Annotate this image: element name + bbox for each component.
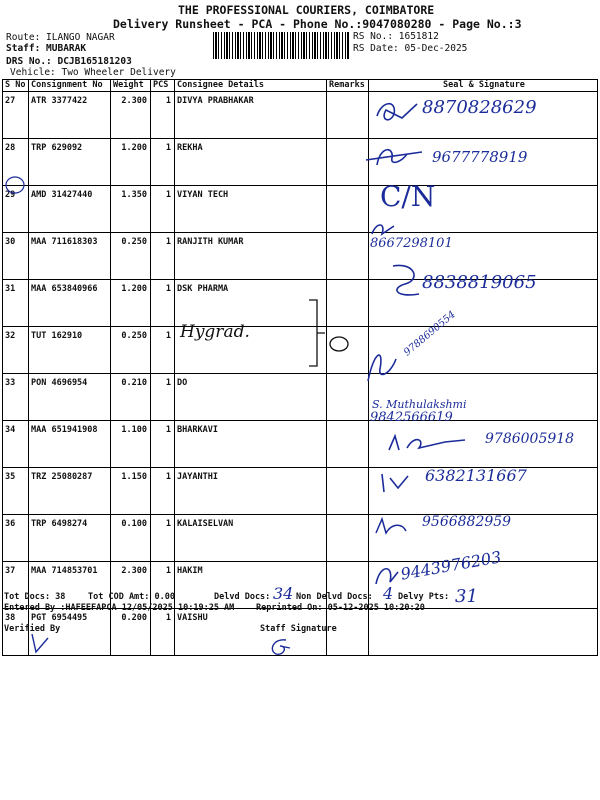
runsheet-subtitle: Delivery Runsheet - PCA - Phone No.:9047080280 - Page No.:3 [113,17,522,31]
cell-consignment: AMD 31427440 [29,186,111,233]
hand-phone-33: 9788690554 [402,309,458,359]
cell-consignment: ATR 3377422 [29,92,111,139]
cell-sno: 31 [3,280,29,327]
cell-weight: 2.300 [111,562,151,609]
cell-sno: 34 [3,421,29,468]
cell-pcs: 1 [151,421,175,468]
cell-sno: 37 [3,562,29,609]
cell-weight: 1.350 [111,186,151,233]
cell-pcs: 1 [151,92,175,139]
hand-phone-30: 8667298101 [370,236,453,251]
cell-consignment: TUT 162910 [29,327,111,374]
cell-consignee: DIVYA PRABHAKAR [175,92,327,139]
tot-cod-amt: Tot COD Amt: 0.00 [88,592,175,602]
hand-phone-35: 9786005918 [485,431,575,447]
cell-consignee: BHARKAVI [175,421,327,468]
cell-sno: 36 [3,515,29,562]
cell-consignment: TRP 6498274 [29,515,111,562]
hand-hygrad: Hygrad. [180,322,250,342]
cell-pcs: 1 [151,609,175,656]
cell-sno: 32 [3,327,29,374]
cell-weight: 1.200 [111,280,151,327]
cell-pcs: 1 [151,374,175,421]
cell-pcs: 1 [151,327,175,374]
cell-weight: 0.250 [111,233,151,280]
cell-sno: 33 [3,374,29,421]
hand-phone-34: 9842566619 [370,410,453,425]
cell-pcs: 1 [151,139,175,186]
cell-weight: 0.210 [111,374,151,421]
cell-consignment: PON 4696954 [29,374,111,421]
barcode [213,32,349,59]
hand-name-34: S. Muthulakshmi [372,398,467,411]
route-label: Route: ILANGO NAGAR [6,32,115,43]
hand-phone-36: 6382131667 [425,466,527,485]
cell-consignee: JAYANTHI [175,468,327,515]
cell-remarks [327,233,369,280]
non-delvd-docs: Non Delvd Docs: [296,592,373,602]
cell-consignment: TRP 629092 [29,139,111,186]
col-weight: Weight [111,80,151,92]
hand-phone-38: 9443976203 [399,547,503,584]
staff-signature-label: Staff Signature [260,624,337,634]
cell-consignment: MAA 653840966 [29,280,111,327]
cell-remarks [327,186,369,233]
hand-delvd-count: 34 [273,584,294,603]
cell-weight: 1.100 [111,421,151,468]
cell-remarks [327,515,369,562]
cell-sno: 30 [3,233,29,280]
hand-phone-37: 9566882959 [422,514,512,530]
signature-37 [372,515,412,539]
cell-weight: 1.200 [111,139,151,186]
cell-sno: 29 [3,186,29,233]
cell-weight: 0.100 [111,515,151,562]
cell-weight: 0.250 [111,327,151,374]
cell-consignment: MAA 711618303 [29,233,111,280]
hand-delvy-pts: 31 [455,586,478,607]
cell-pcs: 1 [151,186,175,233]
table-row [3,327,598,374]
entered-by: Entered By :HAFEEFAPCA 12/05/2025 10:19:25 AM [4,603,235,613]
drs-number: DRS No.: DCJB165181203 [6,56,132,67]
signature-33 [362,345,402,385]
table-row [3,374,598,421]
cell-pcs: 1 [151,280,175,327]
col-sno: S No [3,80,29,92]
cell-consignee: RANJITH KUMAR [175,233,327,280]
col-remarks: Remarks [327,80,369,92]
rs-number: RS No.: 1651812 [353,31,439,42]
cell-weight: 2.300 [111,92,151,139]
signature-35 [385,430,475,456]
cell-sno: 27 [3,92,29,139]
signature-31 [385,262,425,300]
cell-consignee: DSK PHARMA [175,280,327,327]
table-row [3,186,598,233]
cell-weight: 1.150 [111,468,151,515]
rs-date: RS Date: 05-Dec-2025 [353,43,468,54]
cell-consignment: PGT 6954495 [29,609,111,656]
cell-pcs: 1 [151,233,175,280]
cell-consignee: VAISHU [175,609,327,656]
cell-remarks [327,468,369,515]
cell-consignee: DO [175,374,327,421]
staff-label: Staff: MUBARAK [6,43,87,54]
col-consignment: Consignment No [29,80,111,92]
brace-mark [305,296,360,374]
verified-by-label: Verified By [4,624,61,634]
hand-cn-29: C/N [380,180,436,213]
hand-phone-28: 9677778919 [432,148,528,166]
row-29-circle [4,175,26,195]
signature-36 [378,470,418,496]
cell-consignment: TRZ 25080287 [29,468,111,515]
delvy-pts: Delvy Pts: [398,592,450,602]
delvd-docs: Delvd Docs: [214,592,271,602]
col-pcs: PCS [151,80,175,92]
cell-sno: 28 [3,139,29,186]
cell-pcs: 1 [151,468,175,515]
hand-non-delvd-count: 4 [383,584,394,603]
hand-phone-31: 8838819065 [422,272,537,293]
cell-pcs: 1 [151,515,175,562]
signature-28 [362,140,432,170]
cell-remarks [327,421,369,468]
col-consignee: Consignee Details [175,80,327,92]
cell-consignee: VIYAN TECH [175,186,327,233]
cell-weight: 0.200 [111,609,151,656]
cell-remarks [327,92,369,139]
tot-docs: Tot Docs: 38 [4,592,66,602]
col-seal-signature: Seal & Signature [369,80,598,92]
table-header-row [3,80,598,92]
company-title: THE PROFESSIONAL COURIERS, COIMBATORE [178,3,435,17]
verified-signature [26,632,52,656]
reprinted-on: Reprinted On: 05-12-2025 10:20:20 [256,603,425,613]
cell-consignee: KALAISELVAN [175,515,327,562]
staff-signature [266,636,294,658]
vehicle-label: Vehicle: Two Wheeler Delivery [10,67,176,78]
signature-27 [372,98,422,126]
cell-sno: 35 [3,468,29,515]
cell-consignment: MAA 651941908 [29,421,111,468]
cell-consignment: MAA 714853701 [29,562,111,609]
cell-consignee: REKHA [175,139,327,186]
cell-consignee: HAKIM [175,562,327,609]
cell-seal-signature [369,609,598,656]
cell-sno: 38 [3,609,29,656]
hand-phone-27: 8870828629 [422,97,537,118]
cell-pcs: 1 [151,562,175,609]
